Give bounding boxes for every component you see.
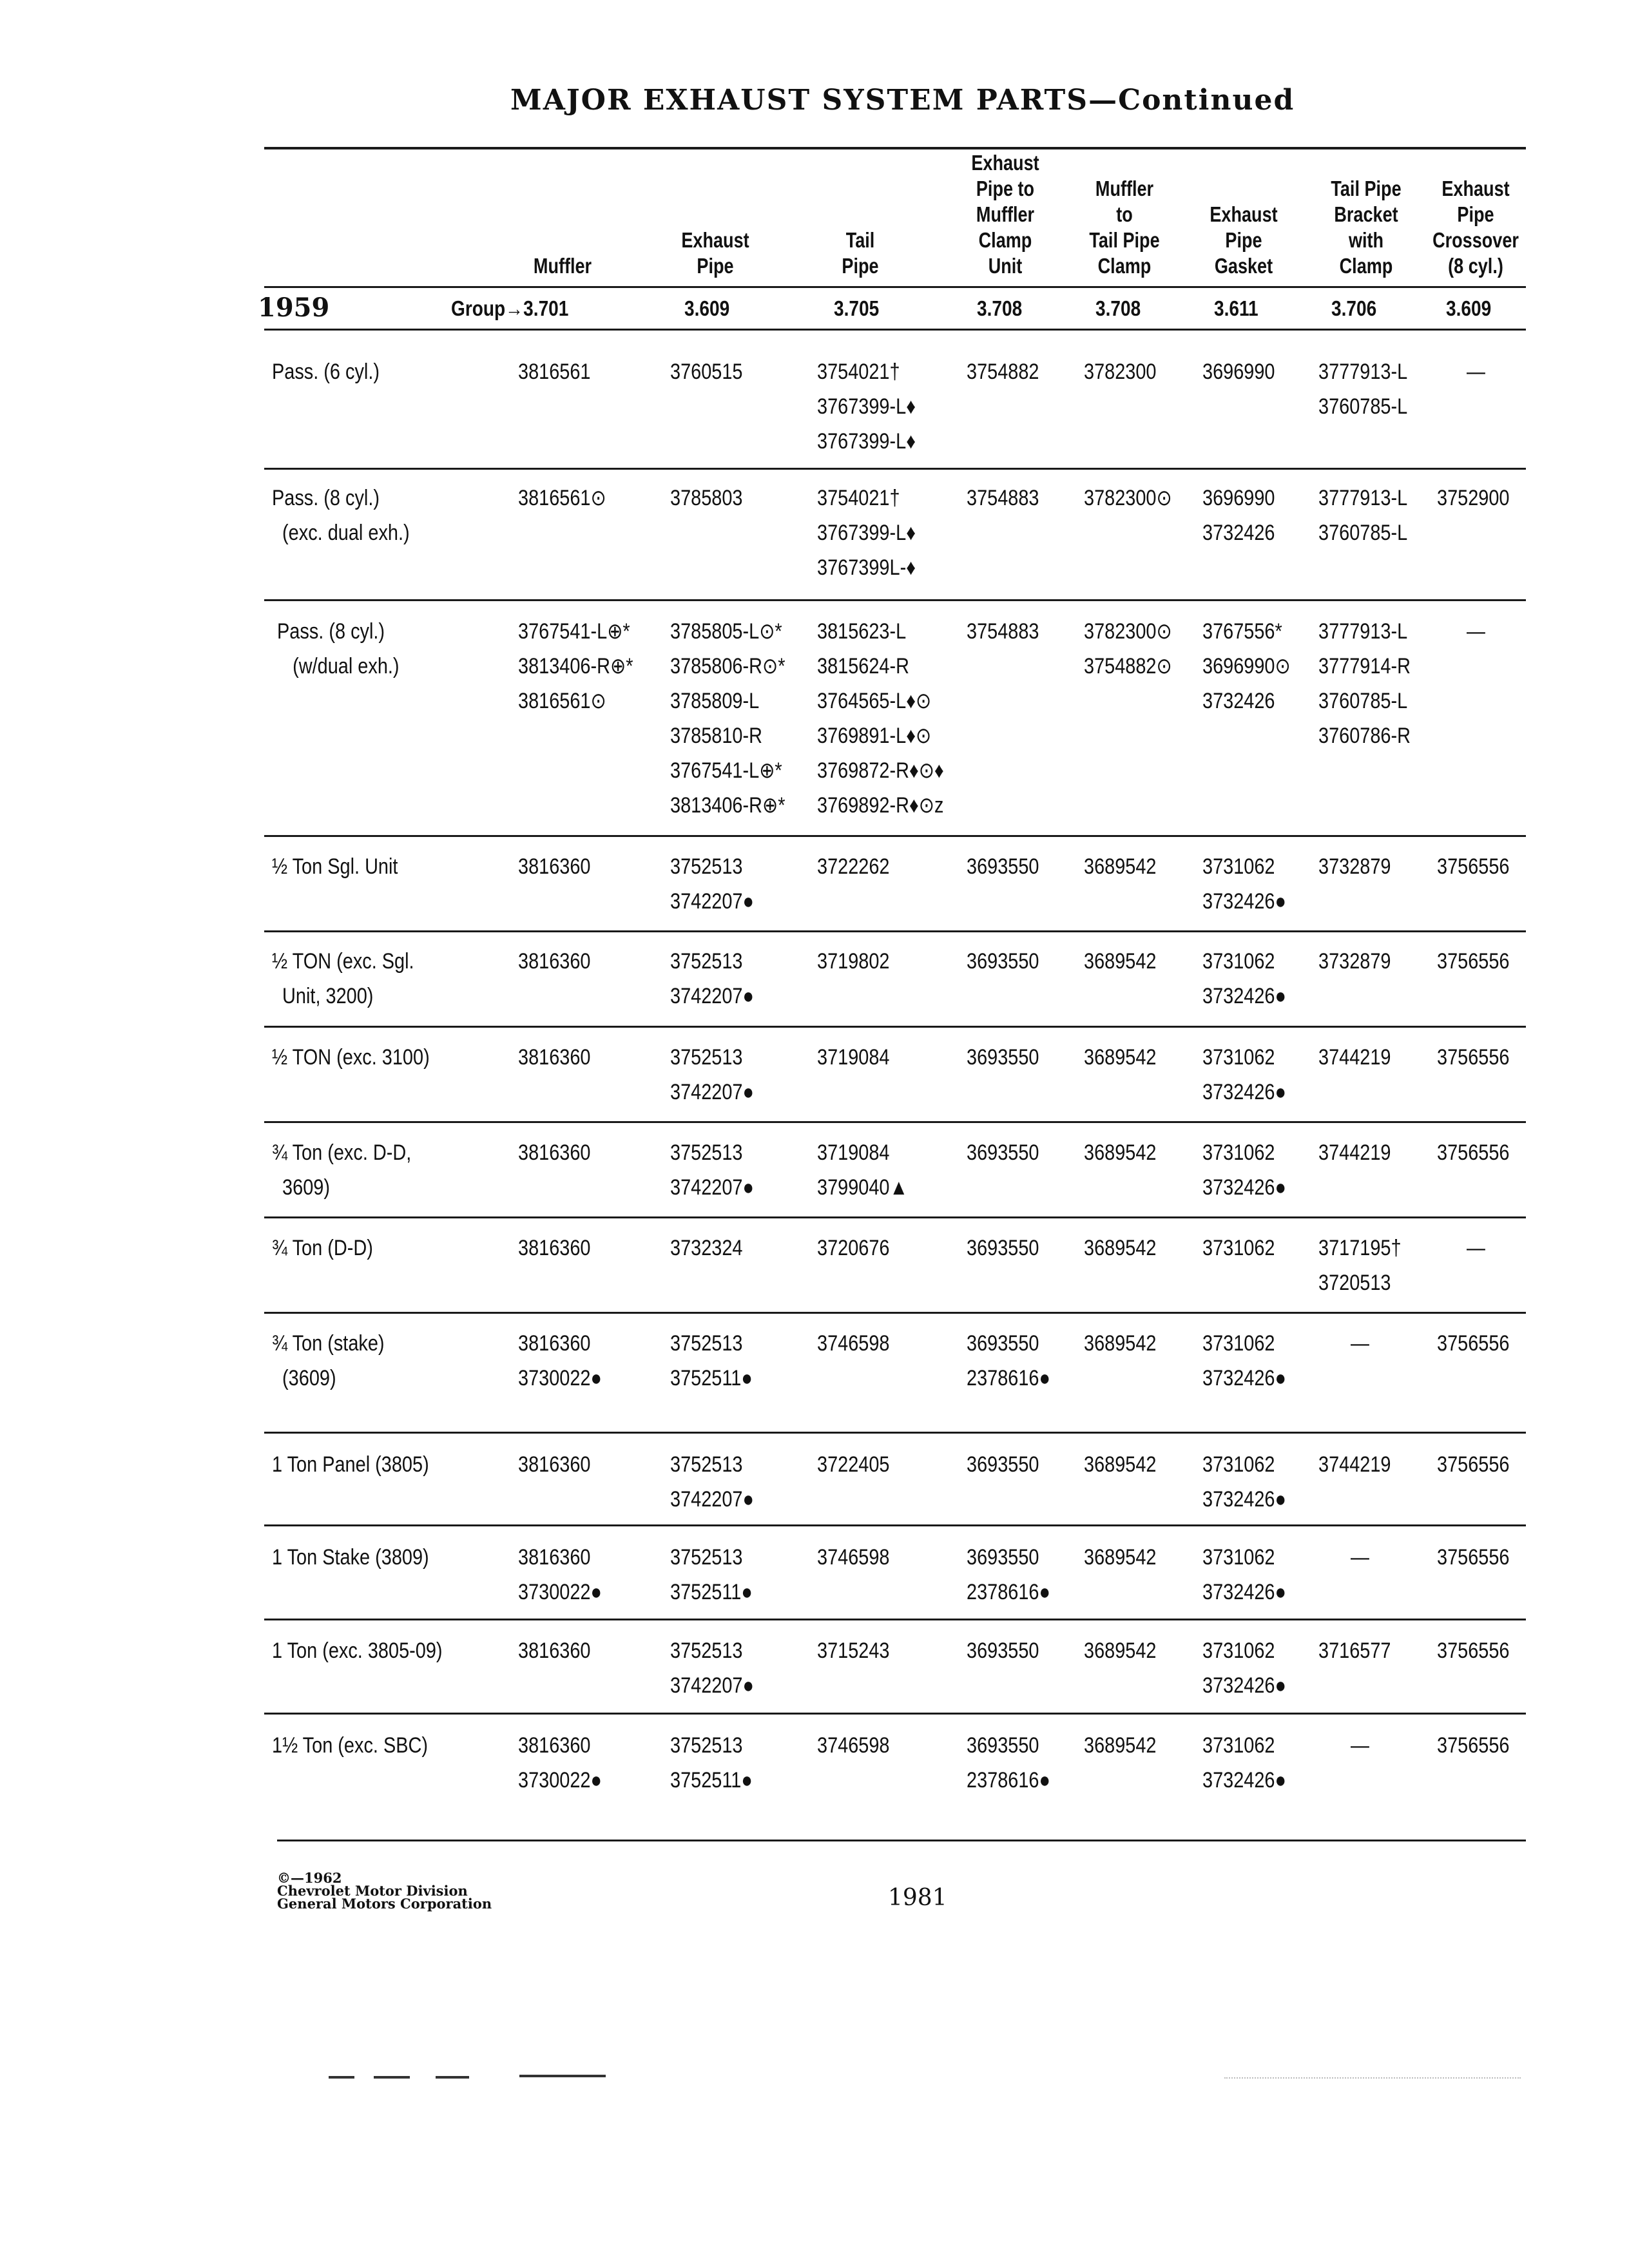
row-divider <box>264 1432 1526 1434</box>
table-row-model: Pass. (6 cyl.) <box>272 360 380 384</box>
cell-tail-pipe: 3719802 <box>817 949 890 974</box>
cell-exhaust-pipe-gasket: 3731062 3732426● <box>1202 1545 1286 1604</box>
group-exhaust-pipe-gasket: 3.611 <box>1214 296 1258 320</box>
cell-muffler-to-tail-pipe-clamp: 3689542 <box>1084 1140 1157 1165</box>
cell-muffler: 3816360 <box>518 1236 591 1260</box>
copyright-notice: ©—1962 Chevrolet Motor Division General Motors Corporation <box>277 1870 492 1912</box>
cell-exhaust-pipe-crossover: 3756556 <box>1437 1452 1510 1477</box>
cell-exhaust-pipe: 3752513 3752511● <box>670 1733 753 1792</box>
cell-muffler-to-tail-pipe-clamp: 3689542 <box>1084 1639 1157 1663</box>
cell-tail-pipe: 3746598 <box>817 1733 890 1758</box>
cell-muffler: 3816360 <box>518 1452 591 1477</box>
header-exhaust-pipe: Exhaust Pipe <box>681 228 749 278</box>
cell-tail-pipe-bracket: 3717195† 3720513 <box>1318 1236 1402 1295</box>
cell-exhaust-pipe-crossover: 3756556 <box>1437 1733 1510 1758</box>
cell-muffler: 3816360 3730022● <box>518 1331 602 1390</box>
table-row-model: Pass. (8 cyl.) (w/dual exh.) <box>277 619 400 678</box>
table-row-model: ½ TON (exc. 3100) <box>272 1045 430 1070</box>
group-rule <box>264 329 1526 331</box>
cell-tail-pipe-bracket: 3777913-L 3760785-L <box>1318 360 1408 419</box>
cell-pipe-to-muffler-clamp: 3754883 <box>967 619 1039 644</box>
cell-tail-pipe-bracket: — <box>1351 1733 1369 1758</box>
cell-pipe-to-muffler-clamp: 3693550 2378616● <box>967 1331 1050 1390</box>
scan-mark <box>374 2076 410 2079</box>
cell-exhaust-pipe-gasket: 3731062 3732426● <box>1202 1733 1286 1792</box>
row-divider <box>264 1619 1526 1620</box>
cell-exhaust-pipe: 3752513 3742207● <box>670 854 754 914</box>
cell-exhaust-pipe: 3785803 <box>670 486 743 510</box>
cell-muffler-to-tail-pipe-clamp: 3782300⊙ 3754882⊙ <box>1084 619 1172 678</box>
cell-exhaust-pipe-crossover: — <box>1467 360 1485 384</box>
cell-tail-pipe: 3722262 <box>817 854 890 879</box>
top-rule <box>264 147 1526 149</box>
cell-exhaust-pipe-crossover: — <box>1467 619 1485 644</box>
cell-exhaust-pipe-crossover: 3756556 <box>1437 1639 1510 1663</box>
group-exhaust-pipe-to-muffler-clamp: 3.708 <box>977 296 1023 320</box>
cell-exhaust-pipe-gasket: 3696990 3732426 <box>1202 486 1275 545</box>
cell-tail-pipe: 3815623-L 3815624-R 3764565-L♦⊙ 3769891-L♦⊙ 3769872-R♦⊙♦ 3769892-R♦⊙z <box>817 619 944 818</box>
cell-exhaust-pipe-gasket: 3731062 3732426● <box>1202 1452 1286 1512</box>
group-exhaust-pipe-crossover: 3.609 <box>1446 296 1492 320</box>
cell-muffler: 3816360 3730022● <box>518 1545 602 1604</box>
cell-tail-pipe-bracket: 3744219 <box>1318 1140 1391 1165</box>
cell-tail-pipe: 3746598 <box>817 1545 890 1570</box>
scan-mark <box>436 2076 469 2079</box>
row-divider <box>264 468 1526 470</box>
header-exhaust-pipe-gasket: Exhaust Pipe Gasket <box>1210 202 1278 278</box>
row-divider <box>264 835 1526 837</box>
cell-muffler-to-tail-pipe-clamp: 3689542 <box>1084 854 1157 879</box>
header-tail-pipe: Tail Pipe <box>842 228 879 278</box>
cell-exhaust-pipe: 3732324 <box>670 1236 743 1260</box>
row-divider <box>264 1524 1526 1526</box>
cell-tail-pipe-bracket: 3777913-L 3760785-L <box>1318 486 1408 545</box>
cell-tail-pipe-bracket: 3732879 <box>1318 854 1391 879</box>
cell-muffler-to-tail-pipe-clamp: 3689542 <box>1084 1045 1157 1070</box>
group-tail-pipe-bracket: 3.706 <box>1331 296 1377 320</box>
cell-exhaust-pipe-crossover: 3756556 <box>1437 1331 1510 1356</box>
cell-muffler-to-tail-pipe-clamp: 3689542 <box>1084 1331 1157 1356</box>
cell-exhaust-pipe: 3752513 3752511● <box>670 1331 753 1390</box>
cell-exhaust-pipe-gasket: 3767556* 3696990⊙ 3732426 <box>1202 619 1291 713</box>
header-rule <box>264 286 1526 288</box>
cell-exhaust-pipe-crossover: 3756556 <box>1437 854 1510 879</box>
table-row-model: Pass. (8 cyl.) (exc. dual exh.) <box>272 486 410 545</box>
cell-tail-pipe: 3720676 <box>817 1236 890 1260</box>
cell-muffler: 3816360 <box>518 1045 591 1070</box>
cell-tail-pipe-bracket: — <box>1351 1331 1369 1356</box>
cell-exhaust-pipe-gasket: 3731062 3732426● <box>1202 854 1286 914</box>
cell-exhaust-pipe: 3752513 3742207● <box>670 1639 754 1698</box>
cell-pipe-to-muffler-clamp: 3693550 <box>967 949 1039 974</box>
cell-pipe-to-muffler-clamp: 3693550 <box>967 1639 1039 1663</box>
cell-pipe-to-muffler-clamp: 3693550 2378616● <box>967 1733 1050 1792</box>
row-divider <box>264 1121 1526 1123</box>
cell-tail-pipe-bracket: 3732879 <box>1318 949 1391 974</box>
cell-tail-pipe-bracket: 3744219 <box>1318 1045 1391 1070</box>
bottom-rule <box>277 1840 1526 1841</box>
cell-exhaust-pipe: 3752513 3742207● <box>670 1045 754 1104</box>
cell-exhaust-pipe: 3760515 <box>670 360 743 384</box>
cell-muffler-to-tail-pipe-clamp: 3782300⊙ <box>1084 486 1172 510</box>
header-tail-pipe-bracket-with-clamp: Tail Pipe Bracket with Clamp <box>1331 177 1402 278</box>
cell-muffler: 3816360 <box>518 1140 591 1165</box>
table-row-model: 1 Ton Stake (3809) <box>272 1545 429 1570</box>
scan-mark <box>329 2076 354 2079</box>
group-muffler-to-tail-pipe-clamp: 3.708 <box>1095 296 1141 320</box>
model-year: 1959 <box>258 293 330 323</box>
row-divider <box>264 599 1526 601</box>
cell-tail-pipe-bracket: 3777913-L 3777914-R 3760785-L 3760786-R <box>1318 619 1411 748</box>
table-row-model: ¾ Ton (D-D) <box>272 1236 373 1260</box>
cell-exhaust-pipe-crossover: — <box>1467 1236 1485 1260</box>
cell-tail-pipe: 3754021† 3767399-L♦ 3767399L-♦ <box>817 486 916 580</box>
cell-muffler: 3816561⊙ <box>518 486 606 510</box>
cell-exhaust-pipe-gasket: 3731062 3732426● <box>1202 1045 1286 1104</box>
cell-muffler: 3767541-L⊕* 3813406-R⊕* 3816561⊙ <box>518 619 633 713</box>
cell-pipe-to-muffler-clamp: 3693550 2378616● <box>967 1545 1050 1604</box>
cell-muffler-to-tail-pipe-clamp: 3689542 <box>1084 1733 1157 1758</box>
group-muffler: Group→3.701 <box>451 296 569 320</box>
row-divider <box>264 1216 1526 1218</box>
cell-muffler: 3816360 3730022● <box>518 1733 602 1792</box>
header-exhaust-pipe-to-muffler-clamp-unit: Exhaust Pipe to Muffler Clamp Unit <box>971 151 1039 278</box>
cell-exhaust-pipe-gasket: 3731062 3732426● <box>1202 949 1286 1008</box>
table-row-model: 1 Ton (exc. 3805-09) <box>272 1639 443 1663</box>
cell-tail-pipe: 3722405 <box>817 1452 890 1477</box>
row-divider <box>264 1312 1526 1314</box>
table-row-model: ½ Ton Sgl. Unit <box>272 854 398 879</box>
cell-muffler-to-tail-pipe-clamp: 3689542 <box>1084 1236 1157 1260</box>
table-row-model: ½ TON (exc. Sgl. Unit, 3200) <box>272 949 414 1008</box>
cell-exhaust-pipe-crossover: 3752900 <box>1437 486 1510 510</box>
cell-tail-pipe: 3746598 <box>817 1331 890 1356</box>
cell-tail-pipe-bracket: — <box>1351 1545 1369 1570</box>
cell-exhaust-pipe-crossover: 3756556 <box>1437 949 1510 974</box>
cell-pipe-to-muffler-clamp: 3693550 <box>967 1452 1039 1477</box>
cell-pipe-to-muffler-clamp: 3693550 <box>967 1140 1039 1165</box>
cell-tail-pipe-bracket: 3744219 <box>1318 1452 1391 1477</box>
cell-pipe-to-muffler-clamp: 3693550 <box>967 854 1039 879</box>
scan-mark <box>1224 2077 1521 2080</box>
table-row-model: 1½ Ton (exc. SBC) <box>272 1733 429 1758</box>
cell-exhaust-pipe-crossover: 3756556 <box>1437 1545 1510 1570</box>
cell-exhaust-pipe: 3752513 3742207● <box>670 949 754 1008</box>
header-exhaust-pipe-crossover: Exhaust Pipe Crossover (8 cyl.) <box>1432 177 1519 278</box>
cell-exhaust-pipe-gasket: 3731062 <box>1202 1236 1275 1260</box>
cell-exhaust-pipe: 3785805-L⊙* 3785806-R⊙* 3785809-L 3785810-R 3767541-L⊕* 3813406-R⊕* <box>670 619 786 818</box>
cell-muffler-to-tail-pipe-clamp: 3689542 <box>1084 1452 1157 1477</box>
cell-exhaust-pipe-gasket: 3696990 <box>1202 360 1275 384</box>
cell-pipe-to-muffler-clamp: 3754883 <box>967 486 1039 510</box>
cell-muffler-to-tail-pipe-clamp: 3689542 <box>1084 949 1157 974</box>
table-row-model: 1 Ton Panel (3805) <box>272 1452 429 1477</box>
group-exhaust-pipe: 3.609 <box>684 296 730 320</box>
header-muffler-to-tail-pipe-clamp: Muffler to Tail Pipe Clamp <box>1089 177 1160 278</box>
cell-exhaust-pipe: 3752513 3742207● <box>670 1140 754 1200</box>
cell-muffler: 3816360 <box>518 949 591 974</box>
cell-muffler: 3816360 <box>518 1639 591 1663</box>
cell-pipe-to-muffler-clamp: 3693550 <box>967 1045 1039 1070</box>
cell-muffler: 3816360 <box>518 854 591 879</box>
cell-tail-pipe: 3719084 <box>817 1045 890 1070</box>
table-row-model: ¾ Ton (exc. D-D, 3609) <box>272 1140 412 1200</box>
page-title: MAJOR EXHAUST SYSTEM PARTS—Continued <box>510 84 1295 117</box>
row-divider <box>264 930 1526 932</box>
cell-exhaust-pipe-crossover: 3756556 <box>1437 1045 1510 1070</box>
cell-tail-pipe-bracket: 3716577 <box>1318 1639 1391 1663</box>
cell-muffler-to-tail-pipe-clamp: 3782300 <box>1084 360 1157 384</box>
cell-tail-pipe: 3719084 3799040▲ <box>817 1140 909 1200</box>
header-muffler: Muffler <box>533 254 592 278</box>
cell-tail-pipe: 3754021† 3767399-L♦ 3767399-L♦ <box>817 360 916 454</box>
cell-exhaust-pipe: 3752513 3742207● <box>670 1452 754 1512</box>
cell-pipe-to-muffler-clamp: 3754882 <box>967 360 1039 384</box>
scan-mark <box>519 2075 606 2077</box>
cell-exhaust-pipe: 3752513 3752511● <box>670 1545 753 1604</box>
row-divider <box>264 1026 1526 1028</box>
group-tail-pipe: 3.705 <box>834 296 880 320</box>
cell-exhaust-pipe-gasket: 3731062 3732426● <box>1202 1140 1286 1200</box>
page-number: 1981 <box>888 1885 947 1911</box>
cell-exhaust-pipe-gasket: 3731062 3732426● <box>1202 1331 1286 1390</box>
cell-muffler-to-tail-pipe-clamp: 3689542 <box>1084 1545 1157 1570</box>
cell-exhaust-pipe-gasket: 3731062 3732426● <box>1202 1639 1286 1698</box>
table-row-model: ¾ Ton (stake) (3609) <box>272 1331 385 1390</box>
cell-muffler: 3816561 <box>518 360 591 384</box>
cell-pipe-to-muffler-clamp: 3693550 <box>967 1236 1039 1260</box>
row-divider <box>264 1713 1526 1715</box>
cell-tail-pipe: 3715243 <box>817 1639 890 1663</box>
cell-exhaust-pipe-crossover: 3756556 <box>1437 1140 1510 1165</box>
